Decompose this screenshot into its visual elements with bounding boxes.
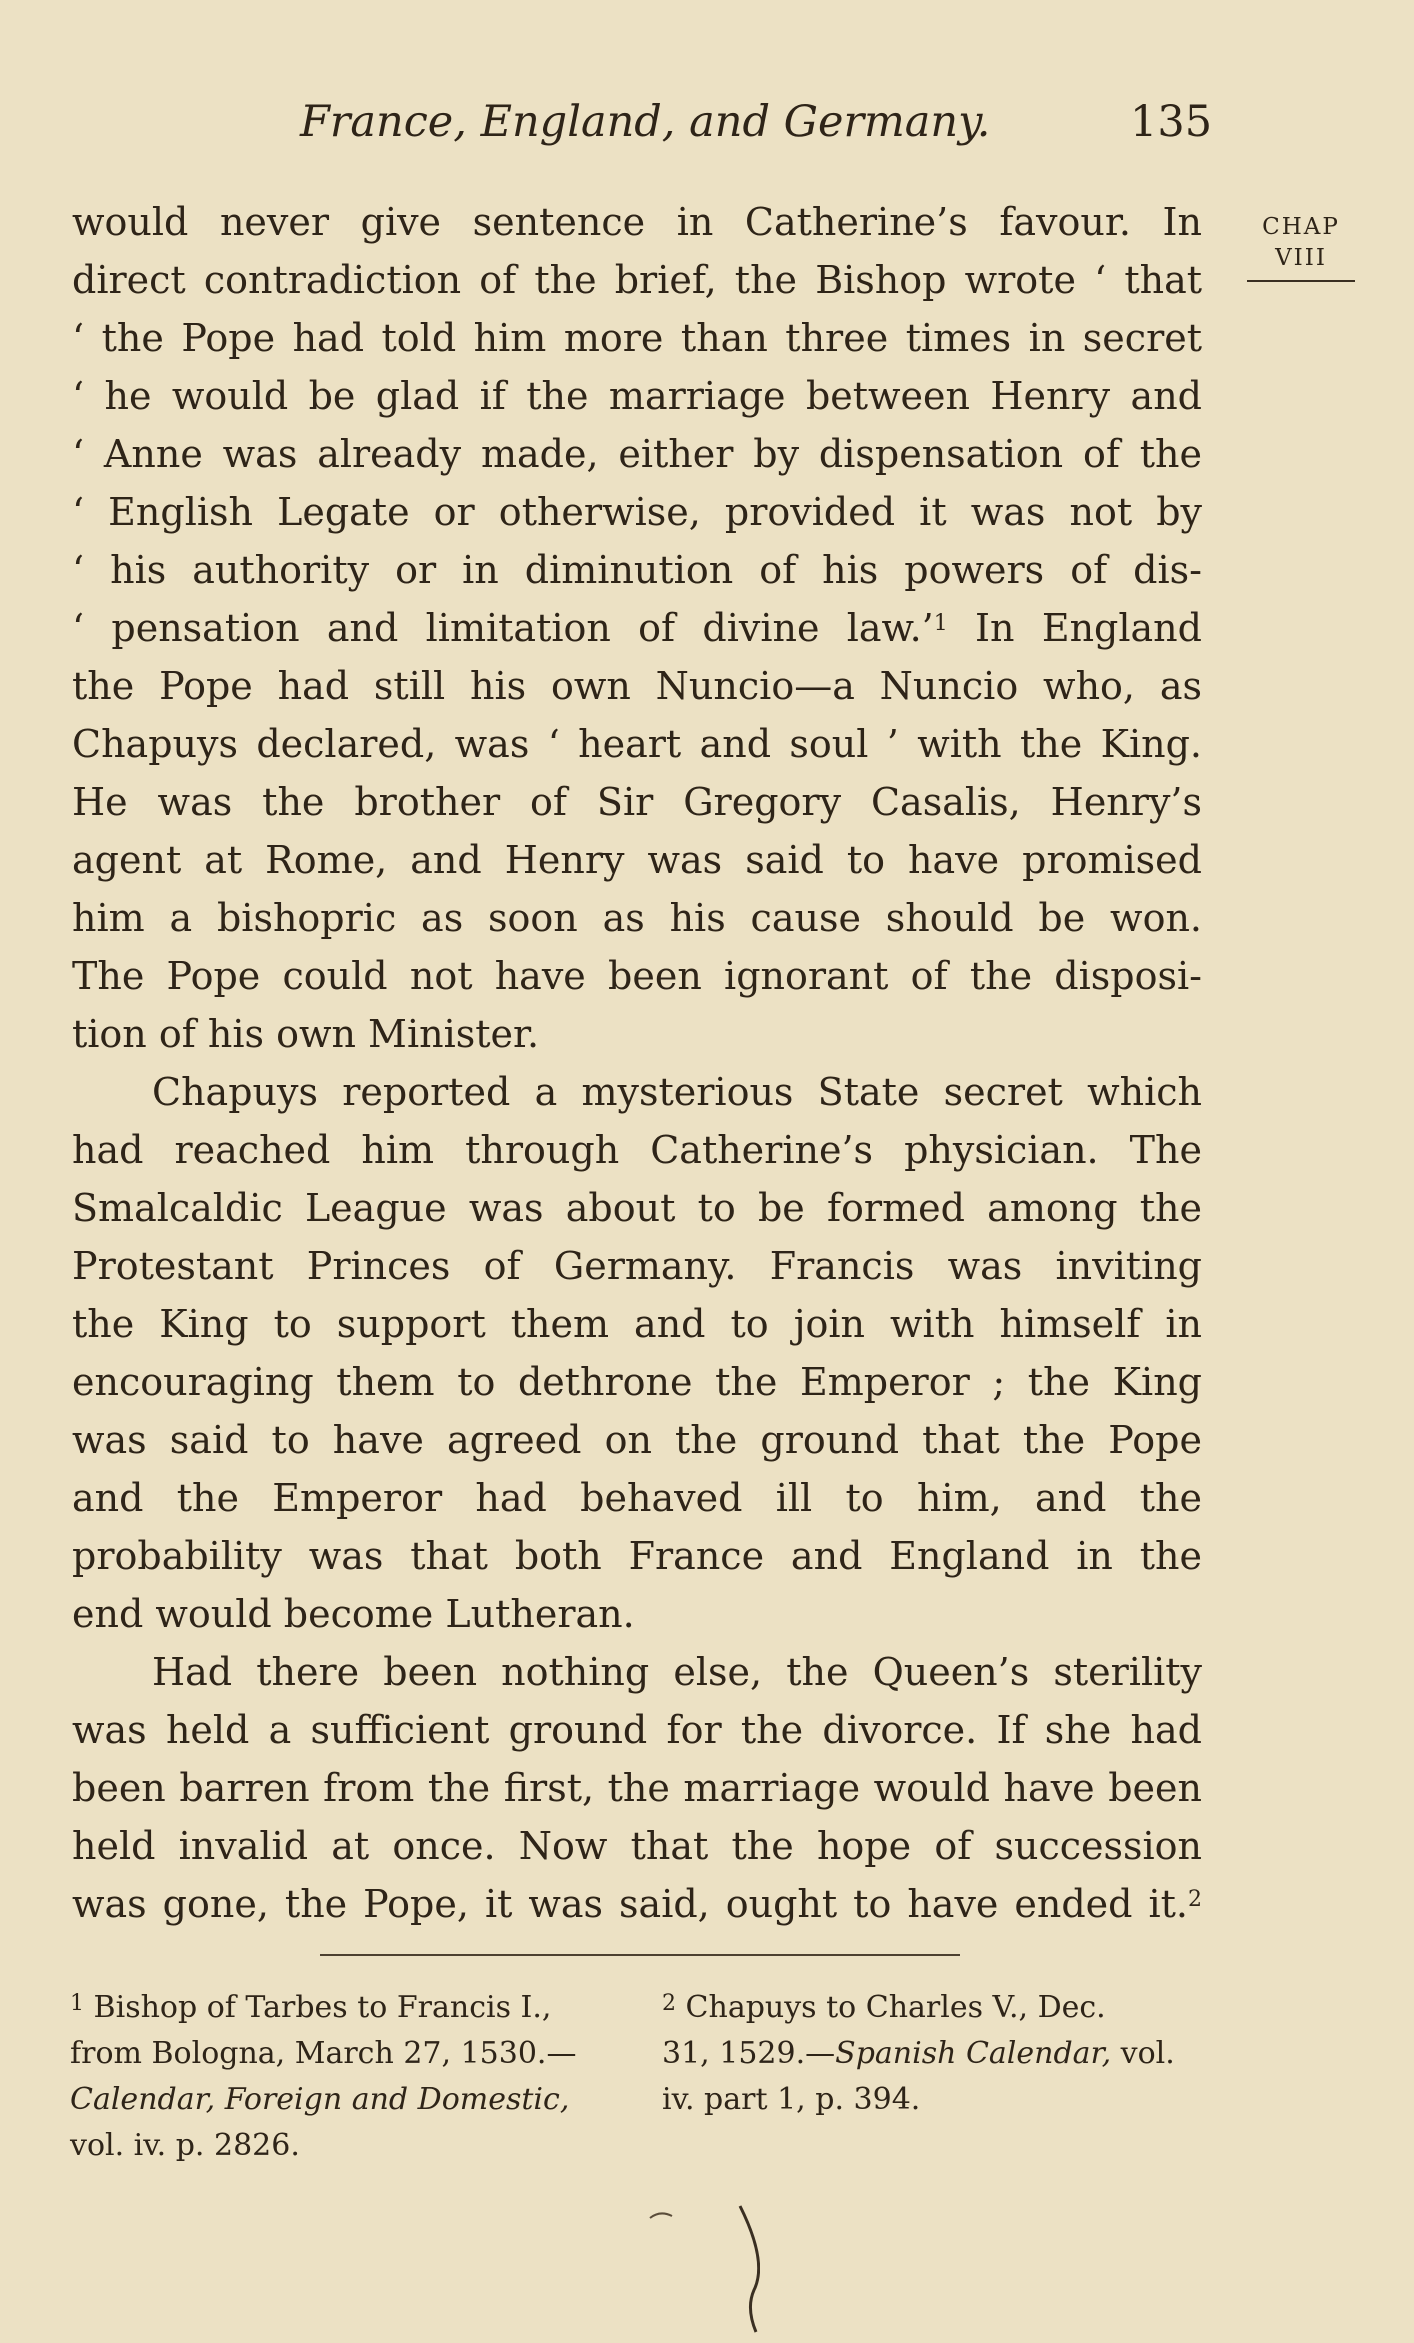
page-number: 135 (1130, 97, 1213, 147)
text-line: was held a sufficient ground for the divorce. If she had (72, 1708, 1202, 1752)
text-line: ‘ he would be glad if the marriage between Henry and (72, 374, 1202, 418)
footnote-text: Bishop of Tarbes to Francis I., (93, 1990, 552, 2025)
footnote-line (662, 1985, 1232, 2031)
text-line: Smalcaldic League was about to be formed among the (72, 1186, 1202, 1230)
text-line: encouraging them to dethrone the Emperor ; the King (72, 1360, 1202, 1404)
footnote-marker: 2 (662, 1991, 676, 2016)
chapter-marginal-note (1246, 212, 1356, 282)
footnote-text: vol. (1111, 2036, 1175, 2071)
footnote-italic-title: Spanish Calendar, (835, 2036, 1112, 2071)
text-line: held invalid at once. Now that the hope of succession (72, 1824, 1202, 1868)
footnote-1 (70, 1985, 630, 2169)
text-line: the Pope had still his own Nuncio—a Nuncio who, as (72, 664, 1202, 708)
text-line: been barren from the first, the marriage would have been (72, 1766, 1202, 1810)
text-line: tion of his own Minister. (72, 1012, 540, 1056)
text-line: and the Emperor had behaved ill to him, and the (72, 1476, 1202, 1520)
text-line-with-footnote (72, 599, 1202, 657)
text-line: The Pope could not have been ignorant of the disposi- (72, 954, 1202, 998)
text-line: probability was that both France and England in the (72, 1534, 1202, 1578)
footnote-line: Calendar, Foreign and Domestic, (70, 2082, 570, 2117)
page-header (300, 92, 1213, 152)
text-segment: ‘ pensation and limitation of divine law.’ (72, 606, 934, 650)
paragraph-first-line: Chapuys reported a mysterious State secret which (152, 1070, 1202, 1114)
footnote-marker: 1 (70, 1991, 84, 2016)
footnote-text: Chapuys to Charles V., Dec. (685, 1990, 1106, 2025)
text-segment: In England (975, 606, 1202, 650)
text-line: ‘ the Pope had told him more than three times in secret (72, 316, 1202, 360)
text-segment: was gone, the Pope, it was said, ought to have ended it. (72, 1882, 1188, 1926)
text-line: He was the brother of Sir Gregory Casalis, Henry’s (72, 780, 1202, 824)
ink-mark (640, 2200, 760, 2340)
text-line: Protestant Princes of Germany. Francis was inviting (72, 1244, 1202, 1288)
text-line: agent at Rome, and Henry was said to have promised (72, 838, 1202, 882)
text-line: was said to have agreed on the ground that the Pope (72, 1418, 1202, 1462)
paragraph-first-line: Had there been nothing else, the Queen’s sterility (152, 1650, 1202, 1694)
text-line: ‘ his authority or in diminution of his powers of dis- (72, 548, 1202, 592)
text-line: would never give sentence in Catherine’s favour. In (72, 200, 1202, 244)
text-line-with-footnote (72, 1875, 1202, 1933)
text-line: ‘ English Legate or otherwise, provided it was not by (72, 490, 1202, 534)
footnote-ref-1: 1 (933, 611, 948, 636)
text-line: end would become Lutheran. (72, 1592, 635, 1636)
footnote-text: 31, 1529.— (662, 2036, 836, 2071)
chapter-number: VIII (1275, 245, 1327, 271)
text-line: had reached him through Catherine’s physician. The (72, 1128, 1202, 1172)
footnote-ref-2: 2 (1188, 1887, 1202, 1912)
footnote-line: from Bologna, March 27, 1530.— (70, 2036, 577, 2071)
chapter-label: CHAP (1262, 214, 1340, 240)
text-line: him a bishopric as soon as his cause should be won. (72, 896, 1202, 940)
footnote-line: iv. part 1, p. 394. (662, 2082, 921, 2117)
text-line: direct contradiction of the brief, the Bishop wrote ‘ that (72, 258, 1202, 302)
text-line: ‘ Anne was already made, either by dispensation of the (72, 432, 1202, 476)
margin-rule (1247, 280, 1355, 282)
footnote-2 (662, 1985, 1232, 2123)
footnote-line (70, 1985, 630, 2031)
text-line: the King to support them and to join with himself in (72, 1302, 1202, 1346)
footnote-line (662, 2031, 1232, 2077)
footnote-line: vol. iv. p. 2826. (70, 2128, 300, 2163)
running-title: France, England, and Germany. (300, 97, 991, 147)
footnote-divider (320, 1954, 960, 1956)
text-line: Chapuys declared, was ‘ heart and soul ’ with the King. (72, 722, 1202, 766)
body-text (72, 193, 1202, 1933)
